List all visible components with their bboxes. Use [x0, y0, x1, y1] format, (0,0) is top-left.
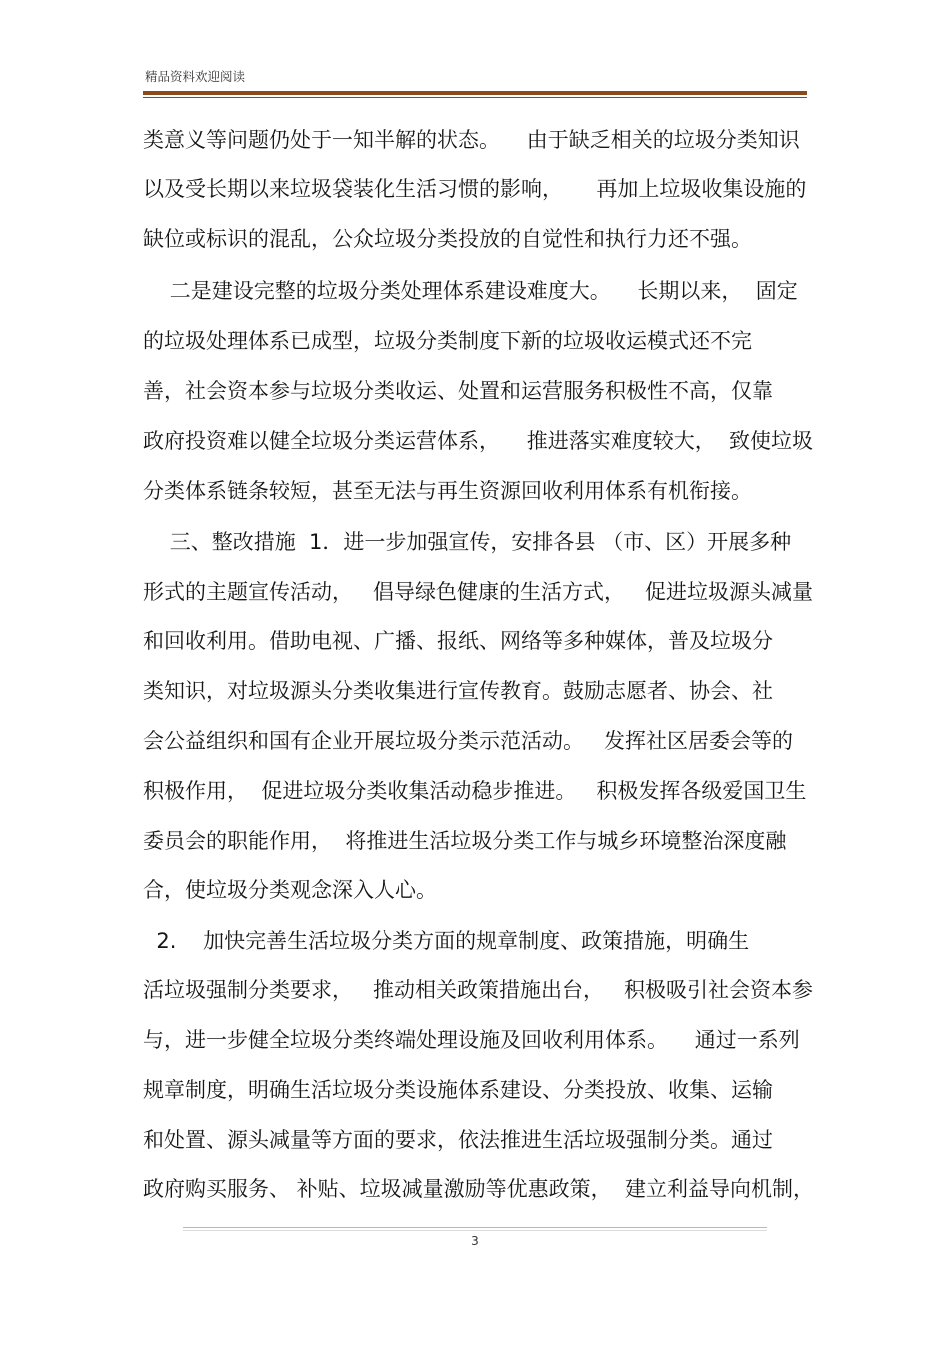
text-line: 委员会的职能作用， 将推进生活垃圾分类工作与城乡环境整治深度融 [143, 829, 787, 853]
header-text: 精品资料欢迎阅读 [145, 69, 246, 84]
footer-rule-shadow [183, 1230, 767, 1231]
text-line: 2. 加快完善生活垃圾分类方面的规章制度、政策措施，明确生 [143, 929, 750, 953]
text-line: 的垃圾处理体系已成型，垃圾分类制度下新的垃圾收运模式还不完 [143, 329, 752, 353]
text-line: 善，社会资本参与垃圾分类收运、处置和运营服务积极性不高，仅靠 [143, 379, 773, 403]
text-line: 以及受长期以来垃圾袋装化生活习惯的影响， 再加上垃圾收集设施的 [143, 177, 807, 201]
text-line: 二是建设完整的垃圾分类处理体系建设难度大。 长期以来， 固定 [143, 279, 798, 303]
text-line: 类知识，对垃圾源头分类收集进行宣传教育。鼓励志愿者、协会、社 [143, 679, 773, 703]
text-line: 与，进一步健全垃圾分类终端处理设施及回收利用体系。 通过一系列 [143, 1028, 800, 1052]
text-line: 和回收利用。借助电视、广播、报纸、网络等多种媒体，普及垃圾分 [143, 629, 773, 653]
text-line: 合，使垃圾分类观念深入人心。 [143, 878, 437, 902]
text-line: 三、整改措施 1．进一步加强宣传，安排各县 （市、区）开展多种 [143, 530, 792, 554]
text-line: 分类体系链条较短，甚至无法与再生资源回收利用体系有机衔接。 [143, 479, 752, 503]
text-line: 缺位或标识的混乱，公众垃圾分类投放的自觉性和执行力还不强。 [143, 227, 752, 251]
page-number: 3 [471, 1234, 479, 1248]
header-rule-thick [143, 91, 807, 95]
text-line: 和处置、源头减量等方面的要求，依法推进生活垃圾强制分类。通过 [143, 1128, 773, 1152]
text-line: 政府投资难以健全垃圾分类运营体系， 推进落实难度较大， 致使垃圾 [143, 429, 814, 453]
text-line: 政府购买服务、 补贴、垃圾减量激励等优惠政策， 建立利益导向机制， [143, 1177, 815, 1201]
text-line: 规章制度，明确生活垃圾分类设施体系建设、分类投放、收集、运输 [143, 1078, 773, 1102]
header-rule-thin [143, 97, 807, 98]
text-line: 活垃圾强制分类要求， 推动相关政策措施出台， 积极吸引社会资本参 [143, 978, 814, 1002]
text-line: 形式的主题宣传活动， 倡导绿色健康的生活方式， 促进垃圾源头减量 [143, 580, 814, 604]
text-line: 会公益组织和国有企业开展垃圾分类示范活动。 发挥社区居委会等的 [143, 729, 794, 753]
footer-rule [183, 1227, 767, 1228]
text-line: 积极作用， 促进垃圾分类收集活动稳步推进。 积极发挥各级爱国卫生 [143, 779, 807, 803]
text-line: 类意义等问题仍处于一知半解的状态。 由于缺乏相关的垃圾分类知识 [143, 128, 800, 152]
